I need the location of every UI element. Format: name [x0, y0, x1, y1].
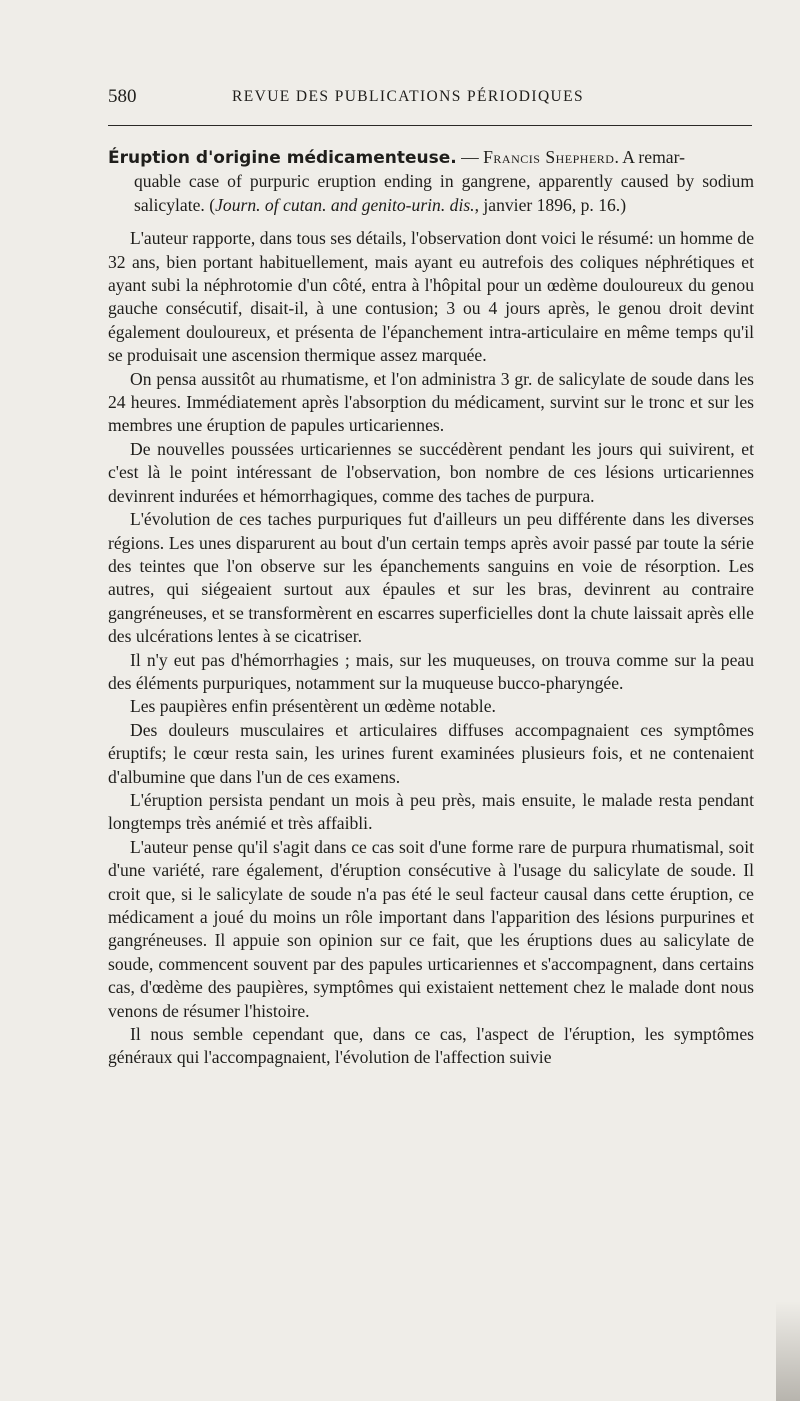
paragraph-10: Il nous semble cependant que, dans ce cas, l'aspect de l'éruption, les symptômes généraux qui l'accompagnaient, l'évolution de l'affection suivie: [108, 1024, 754, 1068]
paragraph-2: On pensa aussitôt au rhumatisme, et l'on administra 3 gr. de salicylate de soude dans les 24 heures. Immédiatement après l'absorption du médicament, survint sur le tronc et sur les membres une éruption de papules urticariennes.: [108, 368, 754, 436]
header-rule: [108, 125, 752, 126]
paragraph-4: L'évolution de ces taches purpuriques fut d'ailleurs un peu différente dans les diverses régions. Les unes disparurent au bout d'un certain temps après avoir passé par toute la série des teintes que l'on observe sur les épanchements sanguins en voie de résorption. Les autres, qui siégeaient surtout aux épaules et sur les bras, devinrent au contraire gangréneuses, et se transformèrent en escarres superficielles dont la chute laissait après elle des ulcérations lentes à se cicatriser.: [108, 509, 754, 647]
running-title: REVUE DES PUBLICATIONS PÉRIODIQUES: [232, 88, 585, 105]
article-heading-block: [108, 146, 754, 217]
article-title-start: . A remar-: [614, 147, 685, 167]
paragraph-1: L'auteur rapporte, dans tous ses détails, l'observation dont voici le résumé: un homme de 32 ans, bien portant habituellement, mais ayant eu autrefois des coliques néphrétiques et ayant subi la néphrotomie d'un côté, entra à l'hôpital pour un œdème douloureux du genou gauche consécutif, disait-il, à une contusion; 3 ou 4 jours après, le genou droit devint également douloureux, et présenta de l'épanchement intra-articulaire en même temps qu'il se produisait une ascension thermique assez marquée.: [108, 228, 754, 366]
paragraph-6: Les paupières enfin présentèrent un œdème notable.: [130, 696, 496, 717]
page-number: 580: [108, 86, 137, 107]
heading-dash: —: [456, 147, 484, 167]
article-title-rest: quable case of purpuric eruption ending in gangrene, apparently caused by sodium salicylate. (: [134, 171, 754, 215]
journal-name: Journ. of cutan. and genito-urin. dis.: [215, 194, 475, 215]
paragraph-5: Il n'y eut pas d'hémorrhagies ; mais, sur les muqueuses, on trouva comme sur la peau des éléments purpuriques, notamment sur la muqueuse bucco-pharyngée.: [108, 649, 754, 693]
article-body: [108, 146, 754, 1070]
page-edge-shadow: [776, 1301, 800, 1401]
paragraph-8: L'éruption persista pendant un mois à peu près, mais ensuite, le malade resta pendant longtemps très anémié et très affaibli.: [108, 789, 754, 834]
citation-date: , janvier 1896, p. 16.): [474, 194, 627, 215]
article-author: Francis Shepherd: [483, 147, 615, 167]
paragraph-3: De nouvelles poussées urticariennes se succédèrent pendant les jours qui suivirent, et c'est là le point intéressant de l'observation, bon nombre de ces lésions urticariennes devinrent indurées et hémorrhagiques, comme des taches de purpura.: [108, 438, 754, 506]
paragraph-9: L'auteur pense qu'il s'agit dans ce cas soit d'une forme rare de purpura rhumatismal, soit d'une variété, rare également, d'éruption consécutive à l'usage du salicylate de soude. Il croit que, si le salicylate de soude n'a pas été le seul facteur causal dans cette éruption, ce médicament a joué du moins un rôle important dans l'apparition des lésions purpurines et gangréneuses. Il appuie son opinion sur ce fait, que les éruptions dues au salicylate de soude, commencent souvent par des papules urticariennes et s'accompagnent, dans certains cas, d'œdème des paupières, symptômes qui existaient nettement chez le malade dont nous venons de résumer l'histoire.: [108, 836, 754, 1021]
article-heading: Éruption d'origine médicamenteuse.: [108, 148, 457, 168]
article-citation: [108, 170, 754, 217]
paragraph-7: Des douleurs musculaires et articulaires diffuses accompagnaient ces symptômes éruptifs; le cœur resta sain, les urines furent examinées plusieurs fois, et ne contenaient d'albumine que dans l'un de ces examens.: [108, 719, 754, 787]
page-header: [108, 86, 758, 112]
